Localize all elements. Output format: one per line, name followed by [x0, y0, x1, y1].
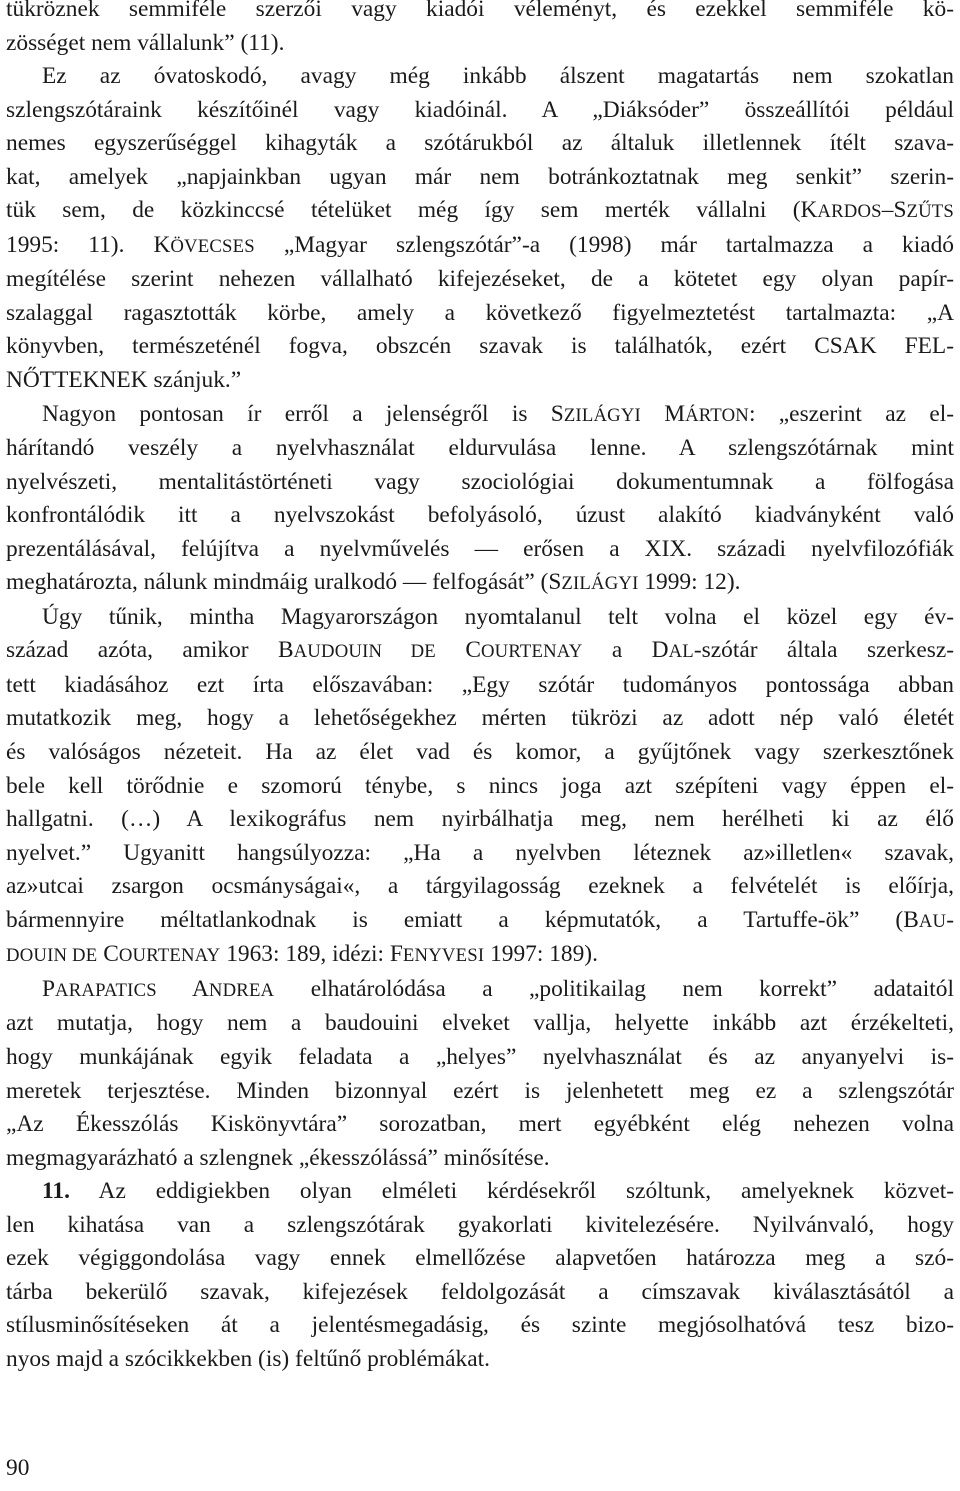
text-line: hogy munkájának egyik feladata a „helyes” nyelvhasználat és az anyanyelvi is- [6, 1043, 954, 1070]
text-line: nyelvészeti, mentalitástörténeti vagy szociológiai dokumentumnak a fölfogása [6, 468, 954, 495]
text-line: bele kell törődnie e szomorú ténybe, s nincs joga azt szépíteni vagy éppen el- [6, 772, 954, 799]
small-caps-name: ENYVESI [402, 945, 485, 967]
text-line: DOUIN DE COURTENAY 1963: 189, idézi: FENYVESI 1997: 189). [6, 941, 598, 968]
small-caps-name: ÖVECSES [170, 235, 255, 257]
text-line: stílusminősítéseken át a jelentésmegadásig, és szinte megjósolhatóvá tesz bizo- [6, 1312, 954, 1339]
text-line: prezentálásával, felújítva a nyelvművelés — erősen a XIX. századi nyelvfilozófiák [6, 535, 954, 562]
text-line: tárba bekerülő szavak, kifejezések feldolgozását a címszavak kiválasztásától a [6, 1278, 954, 1305]
paragraph-first-line: Úgy tűnik, mintha Magyarországon nyomtalanul telt volna el közel egy év- [42, 603, 954, 630]
text-line: megmagyarázható a szlengnek „ékesszólássá” minősítése. [6, 1144, 550, 1171]
small-caps-name: ZŰTS [906, 201, 954, 223]
text-line: tükröznek semmiféle szerzői vagy kiadói véleményt, és ezekkel semmiféle kö- [6, 0, 954, 22]
text-line: tett kiadásához ezt írta előszavában: „Egy szótár tudományos pontossága abban [6, 671, 954, 698]
small-caps-name: ZILÁGYI [563, 404, 641, 426]
small-caps-name: AUDOUIN DE [293, 641, 436, 663]
text-line: mutatkozik meg, hogy a lehetőségekhez mérten tükrözi az adott nép való életét [6, 705, 954, 732]
small-caps-name: ÁRTON [685, 404, 749, 426]
text-line: kat, amelyek „napjainkban ugyan már nem botránkoztatnak meg senkit” szerin- [6, 163, 954, 190]
text-line: nyelvet.” Ugyanitt hangsúlyozza: „Ha a nyelvben léteznek az»illetlen« szavak, [6, 839, 954, 866]
text-line: szalaggal ragasztották körbe, amely a következő figyelmeztetést tartalmazta: „A [6, 299, 954, 326]
text-line: század azóta, amikor BAUDOUIN DE COURTENAY a DAL-szótár általa szerkesz- [6, 637, 954, 664]
text-line: nyos majd a szócikkekben (is) feltűnő problémákat. [6, 1345, 490, 1372]
paragraph-first-line: Nagyon pontosan ír erről a jelenségről is SZILÁGYI MÁRTON: „eszerint az el- [42, 400, 954, 427]
text-line: zösséget nem vállalunk” (11). [6, 29, 285, 56]
text-line: szlengszótáraink készítőinél vagy kiadóinál. A „Diáksóder” összeállítói például [6, 96, 954, 123]
paragraph-first-line: Ez az óvatoskodó, avagy még inkább álszent magatartás nem szokatlan [42, 63, 954, 90]
paragraph-first-line: PARAPATICS ANDREA elhatárolódása a „politikailag nem korrekt” adataitól [42, 975, 954, 1002]
text-line: 1995: 11). KÖVECSES „Magyar szlengszótár”-a (1998) már tartalmazza a kiadó [6, 231, 955, 258]
small-caps-name: AU [918, 910, 947, 932]
small-caps-name: OURTENAY [118, 945, 221, 967]
text-line: len kihatása van a szlengszótárak gyakorlati kivitelezésére. Nyilvánvaló, hogy [6, 1211, 954, 1238]
small-caps-name: OURTENAY [480, 641, 583, 663]
text-line: ezek végiggondolása vagy ennek elmellőzése alapvetően határozza meg a szó- [6, 1245, 954, 1272]
text-line: könyvben, természeténél fogva, obszcén szavak is találhatók, ezért CSAK FEL- [6, 333, 954, 360]
text-line: az»utcai zsargon ocsmányságai«, a tárgyilagosság ezeknek a felvételét is előírja, [6, 873, 954, 900]
small-caps-name: ARAPATICS [55, 979, 157, 1001]
text-line: hárítandó veszély a nyelvhasználat eldurvulása lenne. A szlengszótárnak mint [6, 435, 954, 462]
text-line: „Az Ékesszólás Kiskönyvtára” sorozatban, mert egyébként elég nehezen volna [6, 1111, 954, 1138]
text-line: és valóságos nézeteit. Ha az élet vad és komor, a gyűjtőnek vagy szerkesztőnek [6, 739, 954, 766]
text-line: meretek terjesztése. Minden bizonnyal ezért is jelenhetett meg ez a szlengszótár [6, 1077, 954, 1104]
section-number: 11. [42, 1178, 70, 1205]
text-line: meghatározta, nálunk mindmáig uralkodó — felfogását” (SZILÁGYI 1999: 12). [6, 569, 741, 596]
body-text [6, 0, 954, 1376]
small-caps-name: AL [668, 641, 694, 663]
small-caps-name: ARDOS [817, 201, 882, 223]
text-line: konfrontálódik itt a nyelvszokást befolyásoló, úzust alakító kiadványként való [6, 502, 954, 529]
small-caps-name: DOUIN DE [6, 945, 98, 967]
small-caps-name: NDREA [208, 979, 275, 1001]
small-caps-name: ZILÁGYI [561, 573, 639, 595]
text-line: hallgatni. (…) A lexikográfus nem nyirbálhatja meg, nem herélheti ki az élő [6, 806, 954, 833]
text-line: megítélése szerint nehezen vállalható kifejezéseket, de a kötetet egy olyan papír- [6, 266, 954, 293]
text-line: azt mutatja, hogy nem a baudouini elveket vallja, helyette inkább azt érzékelteti, [6, 1010, 954, 1037]
page-number: 90 [6, 1455, 30, 1481]
paragraph-first-line: 11. Az eddigiekben olyan elméleti kérdésekről szóltunk, amelyeknek közvet- [42, 1178, 954, 1205]
text-line: bármennyire méltatlankodnak is emiatt a képmutatók, a Tartuffe-ök” (BAU- [6, 906, 954, 933]
text-line: tük sem, de közkinccsé tételüket még így sem merték vállalni (KARDOS–SZŰTS [6, 197, 954, 224]
text-line: nemes egyszerűséggel kihagyták a szótárukból az általuk illetlennek ítélt szava- [6, 130, 954, 157]
text-line: NŐTTEKNEK szánjuk.” [6, 367, 242, 394]
